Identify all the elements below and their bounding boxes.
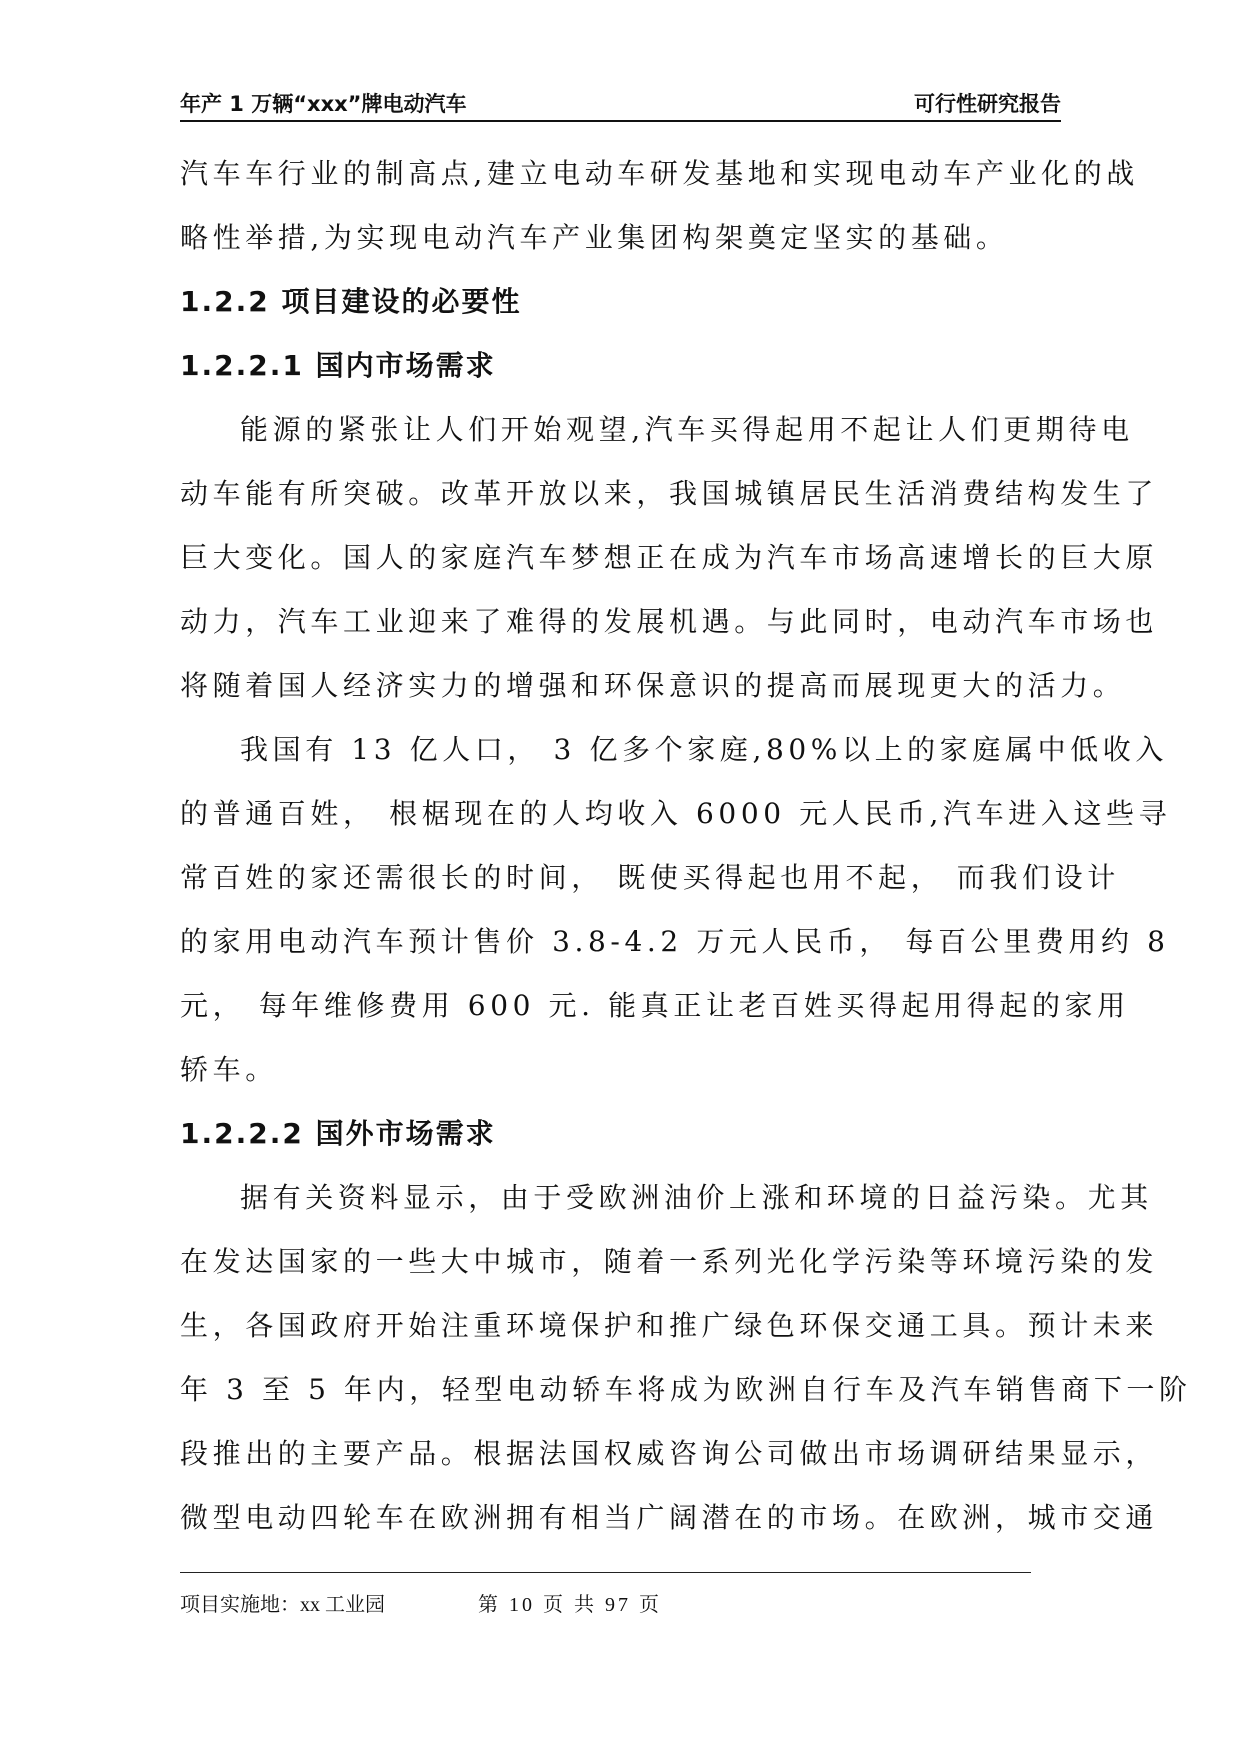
text-line: 动力，汽车工业迎来了难得的发展机遇。与此同时，电动汽车市场也 xyxy=(180,605,1159,638)
footer-location: 项目实施地：xx 工业园 xyxy=(180,1594,385,1616)
text-line: 的普通百姓， 根椐现在的人均收入 6000 元人民币,汽车进入这些寻 xyxy=(180,797,1172,830)
footer-page-number: 第 10 页 共 97 页 xyxy=(478,1594,662,1616)
text-line: 年 3 至 5 年内，轻型电动轿车将成为欧洲自行车及汽车销售商下一阶 xyxy=(180,1373,1192,1406)
header-doc-type: 可行性研究报告 xyxy=(914,92,1061,116)
footer-divider xyxy=(180,1572,1031,1573)
text-line: 据有关资料显示，由于受欧洲油价上涨和环境的日益污染。尤其 xyxy=(240,1181,1153,1214)
document-body xyxy=(180,142,1192,1550)
section-heading: 1.2.2 项目建设的必要性 xyxy=(180,285,522,318)
text-line: 动车能有所突破。改革开放以来，我国城镇居民生活消费结构发生了 xyxy=(180,477,1159,510)
text-line: 将随着国人经济实力的增强和环保意识的提高而展现更大的活力。 xyxy=(180,669,1126,702)
page-header xyxy=(180,88,1061,124)
text-line: 能源的紧张让人们开始观望,汽车买得起用不起让人们更期待电 xyxy=(240,413,1134,446)
text-line: 巨大变化。国人的家庭汽车梦想正在成为汽车市场高速增长的巨大原 xyxy=(180,541,1159,574)
text-line: 微型电动四轮车在欧洲拥有相当广阔潜在的市场。在欧洲，城市交通 xyxy=(180,1501,1159,1534)
section-heading: 1.2.2.2 国外市场需求 xyxy=(180,1117,496,1150)
text-line: 的家用电动汽车预计售价 3.8-4.2 万元人民币， 每百公里费用约 8 xyxy=(180,925,1170,958)
text-line: 我国有 13 亿人口， 3 亿多个家庭,80%以上的家庭属中低收入 xyxy=(240,733,1168,766)
text-line: 段推出的主要产品。根据法国权威咨询公司做出市场调研结果显示， xyxy=(180,1437,1159,1470)
text-line: 轿车。 xyxy=(180,1053,278,1086)
text-line: 元， 每年维修费用 600 元. 能真正让老百姓买得起用得起的家用 xyxy=(180,989,1130,1022)
text-line: 略性举措,为实现电动汽车产业集团构架奠定坚实的基础。 xyxy=(180,221,1009,254)
text-line: 汽车车行业的制高点,建立电动车研发基地和实现电动车产业化的战 xyxy=(180,157,1139,190)
header-divider xyxy=(180,120,1061,122)
section-heading: 1.2.2.1 国内市场需求 xyxy=(180,349,496,382)
text-line: 常百姓的家还需很长的时间， 既使买得起也用不起， 而我们设计 xyxy=(180,861,1120,894)
text-line: 生，各国政府开始注重环境保护和推广绿色环保交通工具。预计未来 xyxy=(180,1309,1159,1342)
header-title: 年产 1 万辆“xxx”牌电动汽车 xyxy=(180,92,467,116)
text-line: 在发达国家的一些大中城市，随着一系列光化学污染等环境污染的发 xyxy=(180,1245,1159,1278)
